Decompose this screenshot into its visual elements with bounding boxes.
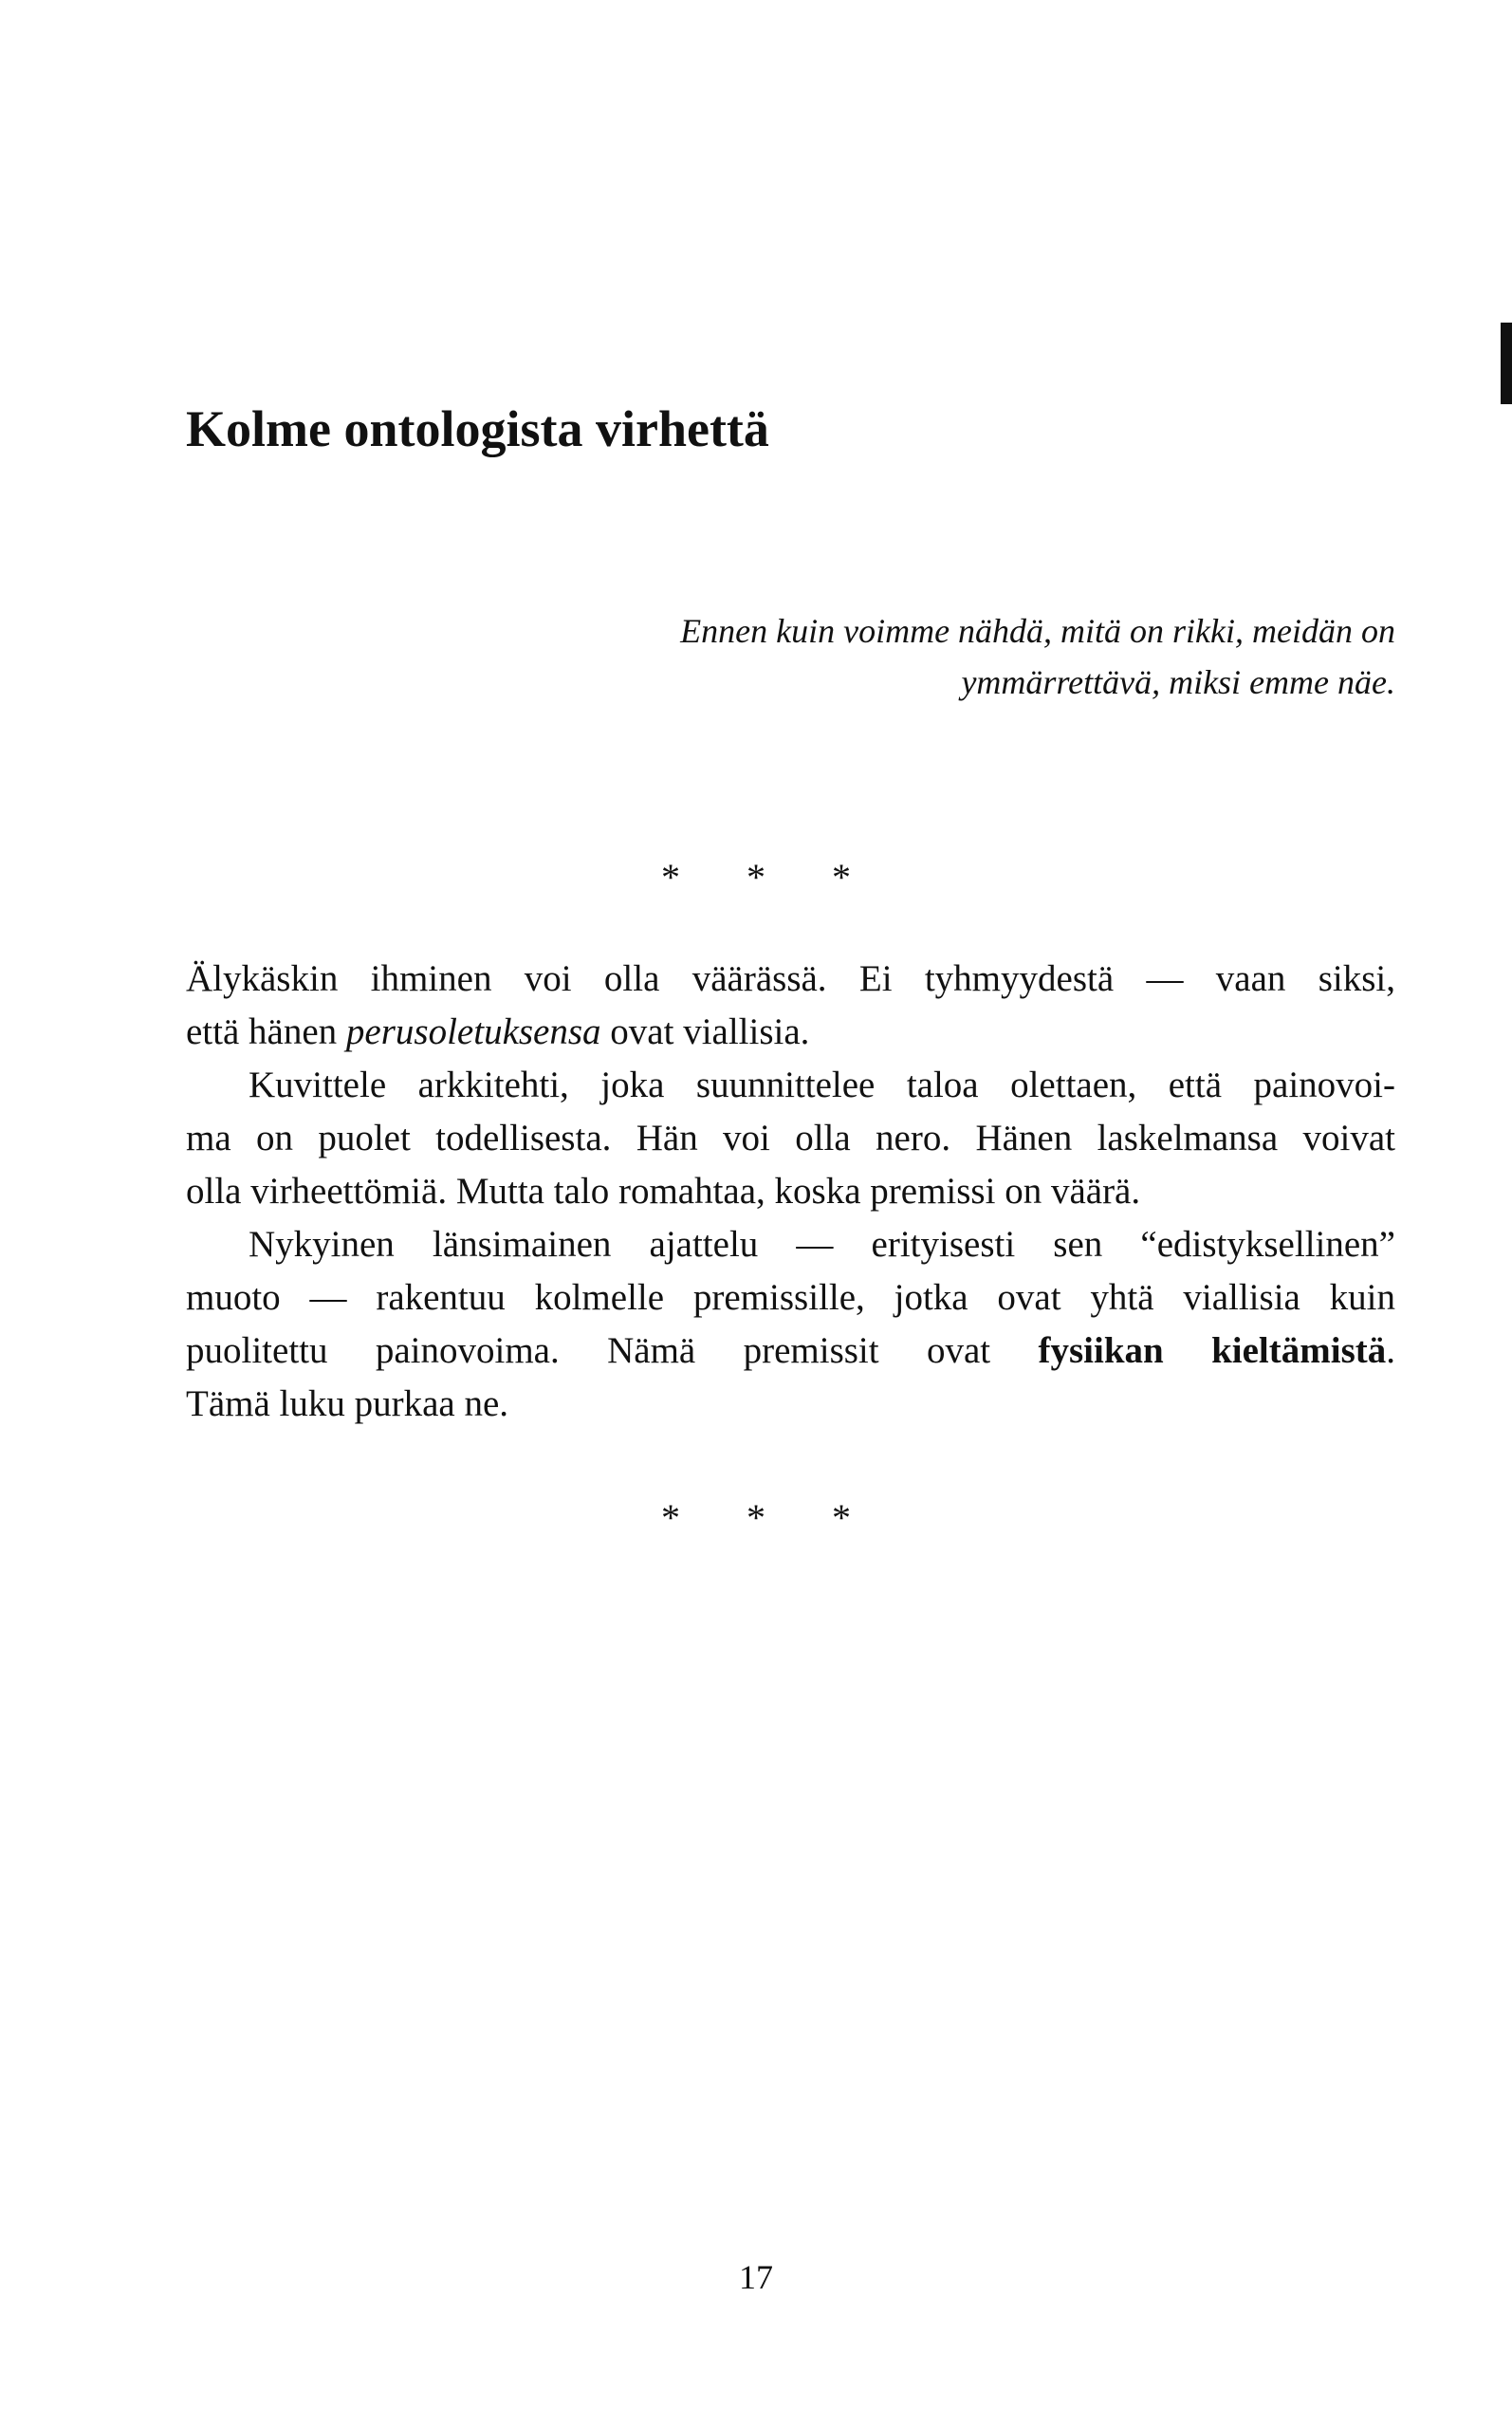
chapter-title: Kolme ontologista virhettä <box>186 400 769 457</box>
section-separator <box>0 1496 1512 1539</box>
section-separator <box>0 856 1512 899</box>
text-line <box>186 1006 1395 1059</box>
text-line <box>186 1325 1395 1378</box>
text-line: ma on puolet todellisesta. Hän voi olla nero. Hänen laskelmansa voivat <box>186 1118 1395 1158</box>
paragraph-2 <box>186 1059 1395 1218</box>
text-line: Älykäskin ihminen voi olla väärässä. Ei tyhmyydestä — vaan siksi, <box>186 958 1395 999</box>
page-number: 17 <box>739 2258 773 2296</box>
separator-asterisk: * <box>832 856 851 899</box>
bold-text: fysiikan kieltämistä <box>1038 1330 1387 1371</box>
epigraph <box>352 605 1395 708</box>
separator-asterisk: * <box>747 856 765 899</box>
text-run: että hänen <box>186 1011 346 1052</box>
epigraph-line: Ennen kuin voimme nähdä, mitä on rikki, meidän on <box>680 612 1395 650</box>
paragraph-3 <box>186 1218 1395 1431</box>
paragraph-1 <box>186 953 1395 1059</box>
text-run: puolitettu painovoima. Nämä premissit ovat <box>186 1330 1039 1371</box>
text-run: ovat viallisia. <box>600 1011 810 1052</box>
separator-asterisk: * <box>661 856 680 899</box>
separator-asterisk: * <box>661 1496 680 1539</box>
emphasis-text: perusoletuksensa <box>345 1011 601 1052</box>
chapter-thumb-tab <box>1501 323 1512 404</box>
text-run: . <box>1386 1330 1395 1371</box>
separator-asterisk: * <box>832 1496 851 1539</box>
text-line: muoto — rakentuu kolmelle premissille, jotka ovat yhtä viallisia kuin <box>186 1277 1395 1318</box>
text-line: Kuvittele arkkitehti, joka suunnittelee taloa olettaen, että painovoi- <box>249 1065 1395 1105</box>
text-line: Tämä luku purkaa ne. <box>186 1383 509 1424</box>
text-line: Nykyinen länsimainen ajattelu — erityisesti sen “edistyksellinen” <box>249 1224 1395 1265</box>
text-line: olla virheettömiä. Mutta talo romahtaa, koska premissi on väärä. <box>186 1171 1141 1212</box>
chapter-body <box>186 953 1395 1431</box>
separator-asterisk: * <box>747 1496 765 1539</box>
epigraph-line: ymmärrettävä, miksi emme näe. <box>961 663 1395 701</box>
